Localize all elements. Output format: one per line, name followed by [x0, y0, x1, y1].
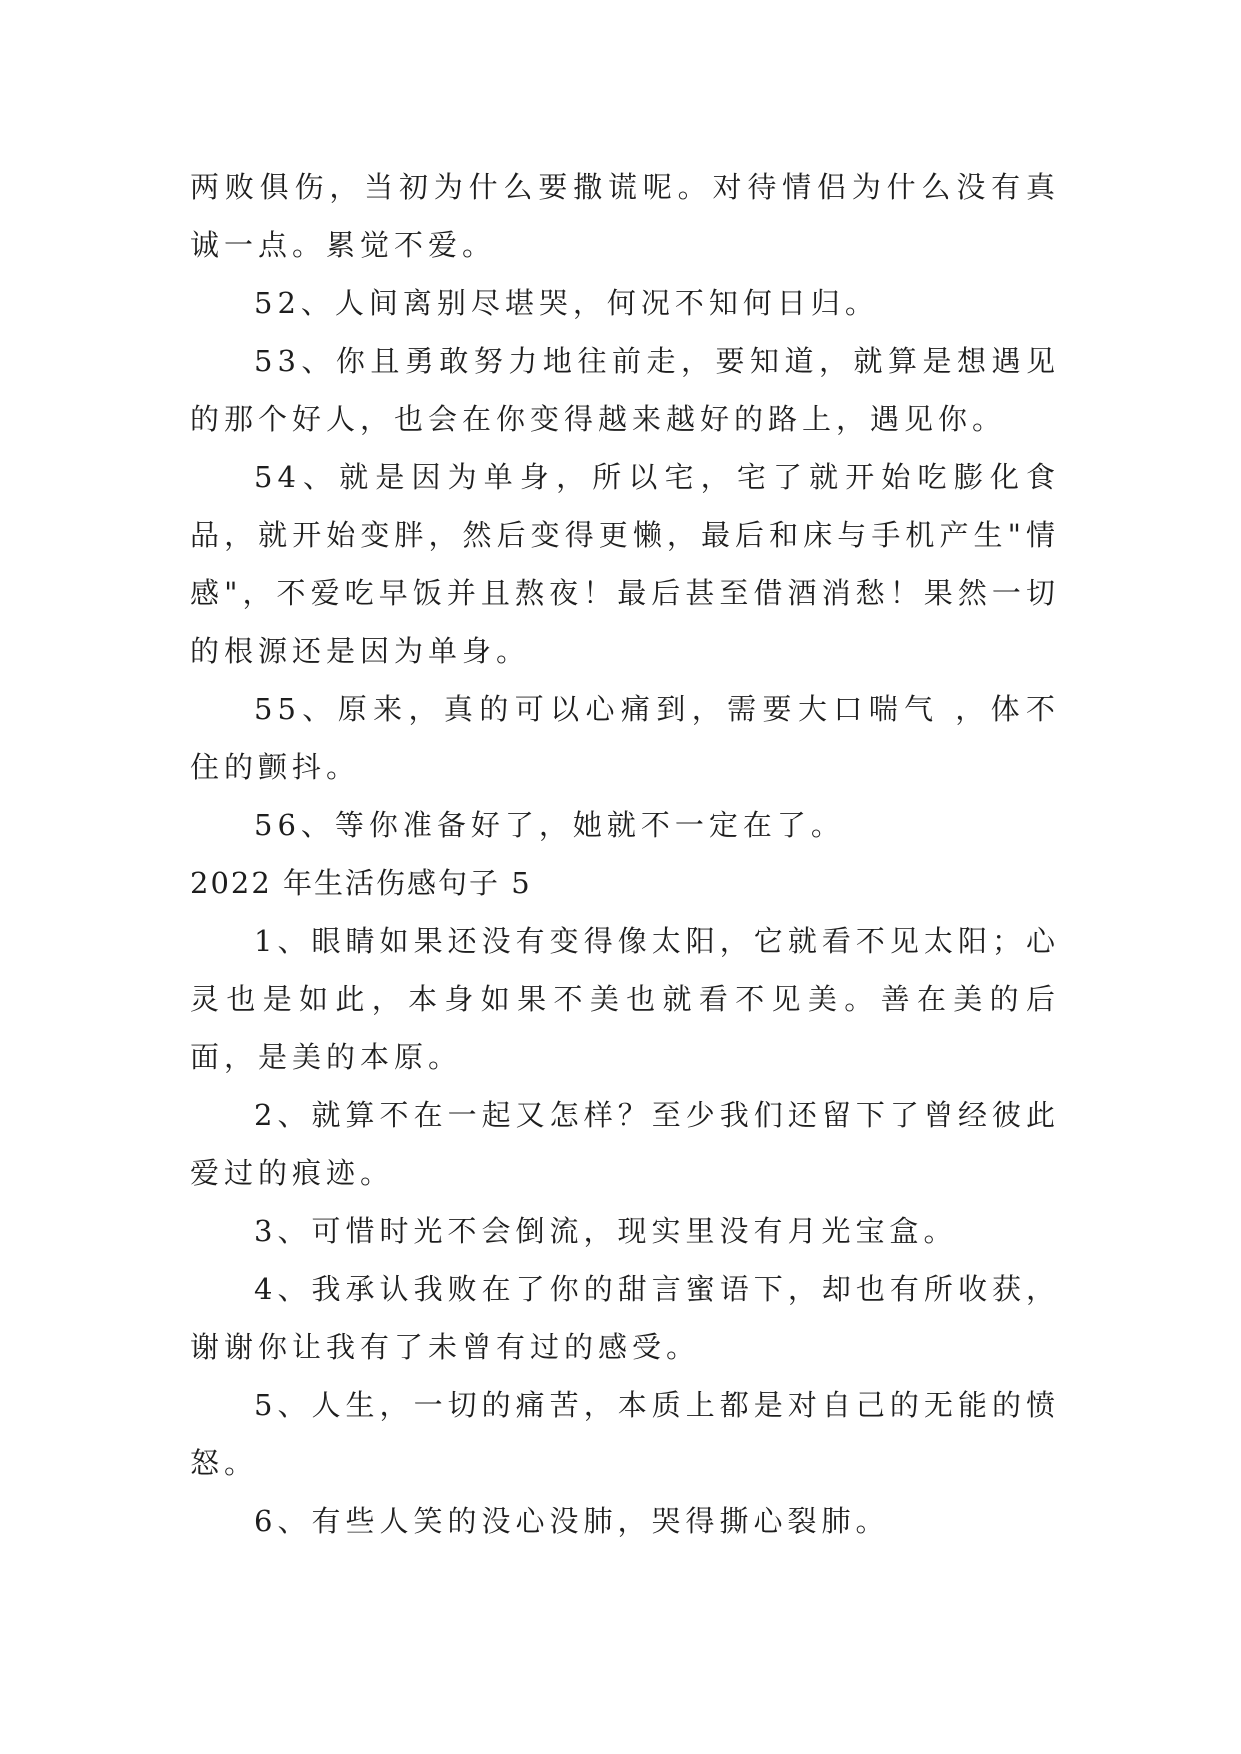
paragraph-item-55: 55、原来，真的可以心痛到，需要大口喘气 ，体不住的颤抖。: [190, 692, 1060, 784]
section-heading: 2022 年生活伤感句子 5: [190, 866, 532, 900]
paragraph-item-4: 4、我承认我败在了你的甜言蜜语下，却也有所收获，谢谢你让我有了未曾有过的感受。: [190, 1272, 1060, 1364]
paragraph-item-56: 56、等你准备好了，她就不一定在了。: [254, 808, 845, 842]
paragraph-item-5: 5、人生，一切的痛苦，本质上都是对自己的无能的愤怒。: [190, 1388, 1060, 1480]
paragraph-item-2: 2、就算不在一起又怎样？至少我们还留下了曾经彼此爱过的痕迹。: [190, 1098, 1060, 1190]
paragraph-item-6: 6、有些人笑的没心没肺，哭得撕心裂肺。: [254, 1504, 890, 1538]
paragraph-item-1: 1、眼睛如果还没有变得像太阳，它就看不见太阳；心灵也是如此，本身如果不美也就看不见美。善在美的后面，是美的本原。: [190, 924, 1060, 1074]
paragraph-continued: 两败俱伤，当初为什么要撒谎呢。对待情侣为什么没有真诚一点。累觉不爱。: [190, 170, 1060, 262]
paragraph-item-3: 3、可惜时光不会倒流，现实里没有月光宝盒。: [254, 1214, 958, 1248]
paragraph-item-53: 53、你且勇敢努力地往前走，要知道，就算是想遇见的那个好人，也会在你变得越来越好的路上，遇见你。: [190, 344, 1060, 436]
paragraph-item-52: 52、人间离别尽堪哭，何况不知何日归。: [254, 286, 879, 320]
paragraph-item-54: 54、就是因为单身，所以宅，宅了就开始吃膨化食品，就开始变胖，然后变得更懒，最后和床与手机产生"情感"，不爱吃早饭并且熬夜！最后甚至借酒消愁！果然一切的根源还是因为单身。: [190, 460, 1060, 668]
document-page: [190, 158, 1060, 1550]
